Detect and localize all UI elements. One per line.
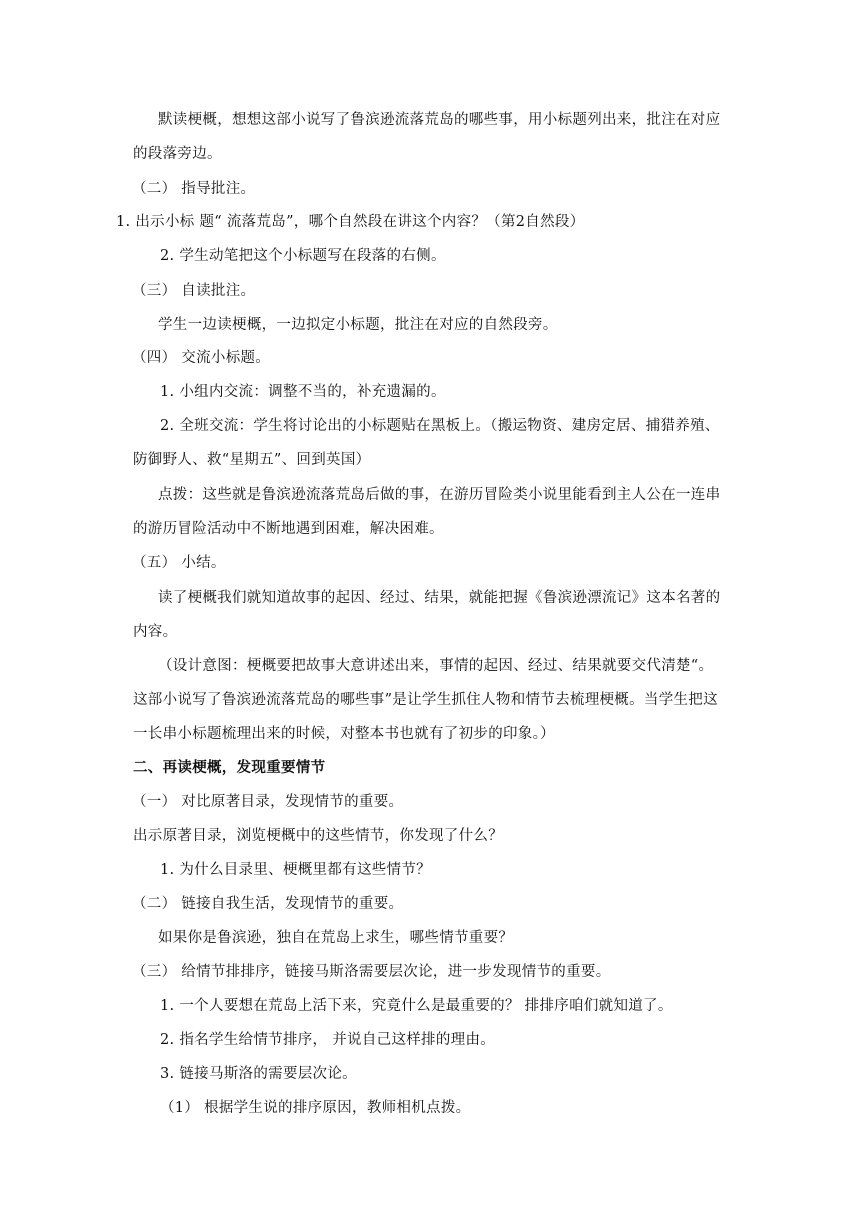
paragraph-line: 如果你是鲁滨逊，独自在荒岛上求生，哪些情节重要？ [158,930,514,946]
paragraph-line: （设计意图：梗概要把故事大意讲述出来，事情的起因、经过、结果就要交代清楚“。 [158,658,714,674]
paragraph-line: 内容。 [133,624,178,640]
list-item: 1. 一个人要想在荒岛上活下来，究竟什么是最重要的？ 排排序咱们就知道了。 [160,998,673,1014]
section-heading: （二） 指导批注。 [132,181,256,197]
paragraph-line: 的游历冒险活动中不断地遇到困难，解决困难。 [133,521,444,537]
paragraph-line: 读了梗概我们就知道故事的起因、经过、结果，就能把握《鲁滨逊漂流记》这本名著的 [158,590,721,606]
section-heading: （五） 小结。 [132,555,226,571]
section-heading: （三） 给情节排排序，链接马斯洛需要层次论，进一步发现情节的重要。 [132,964,611,980]
paragraph-line: 学生一边读梗概，一边拟定小标题，批注在对应的自然段旁。 [158,317,558,333]
paragraph-line: 的段落旁边。 [133,146,222,162]
list-item: 1. 出示小标 题“ 流落荒岛”，哪个自然段在讲这个内容？（第2自然段） [116,214,585,230]
list-item: 2. 指名学生给情节排序， 并说自己这样排的理由。 [160,1032,496,1048]
paragraph-line: 出示原著目录，浏览梗概中的这些情节，你发现了什么？ [133,828,503,844]
list-item: 2. 学生动笔把这个小标题写在段落的右侧。 [160,248,446,264]
list-item: 2. 全班交流：学生将讨论出的小标题贴在黑板上。（搬运物资、建房定居、捕猎养殖、 [160,418,720,434]
section-heading: （二） 链接自我生活，发现情节的重要。 [132,896,404,912]
paragraph-line: 默读梗概，想想这部小说写了鲁滨逊流落荒岛的哪些事，用小标题列出来，批注在对应 [158,112,721,128]
list-item: 1. 为什么目录里、梗概里都有这些情节？ [160,862,431,878]
list-item: 3. 链接马斯洛的需要层次论。 [160,1066,357,1082]
list-item: （1） 根据学生说的排序原因，教师相机点拨。 [160,1100,471,1116]
paragraph-line: 点拨：这些就是鲁滨逊流落荒岛后做的事，在游历冒险类小说里能看到主人公在一连串 [158,487,721,503]
section-heading: （四） 交流小标题。 [132,350,271,366]
paragraph-line: 一长串小标题梳理出来的时候，对整本书也就有了初步的印象。） [133,726,555,742]
paragraph-line: 防御野人、救“星期五”、回到英国） [133,452,371,468]
section-heading: （一） 对比原著目录，发现情节的重要。 [132,794,404,810]
chapter-heading: 二、再读梗概，发现重要情节 [133,759,326,776]
list-item: 1. 小组内交流：调整不当的，补充遗漏的。 [160,384,446,400]
paragraph-line: 这部小说写了鲁滨逊流落荒岛的哪些事”是让学生抓住人物和情节去梳理梗概。当学生把这 [133,692,718,708]
section-heading: （三） 自读批注。 [132,283,256,299]
